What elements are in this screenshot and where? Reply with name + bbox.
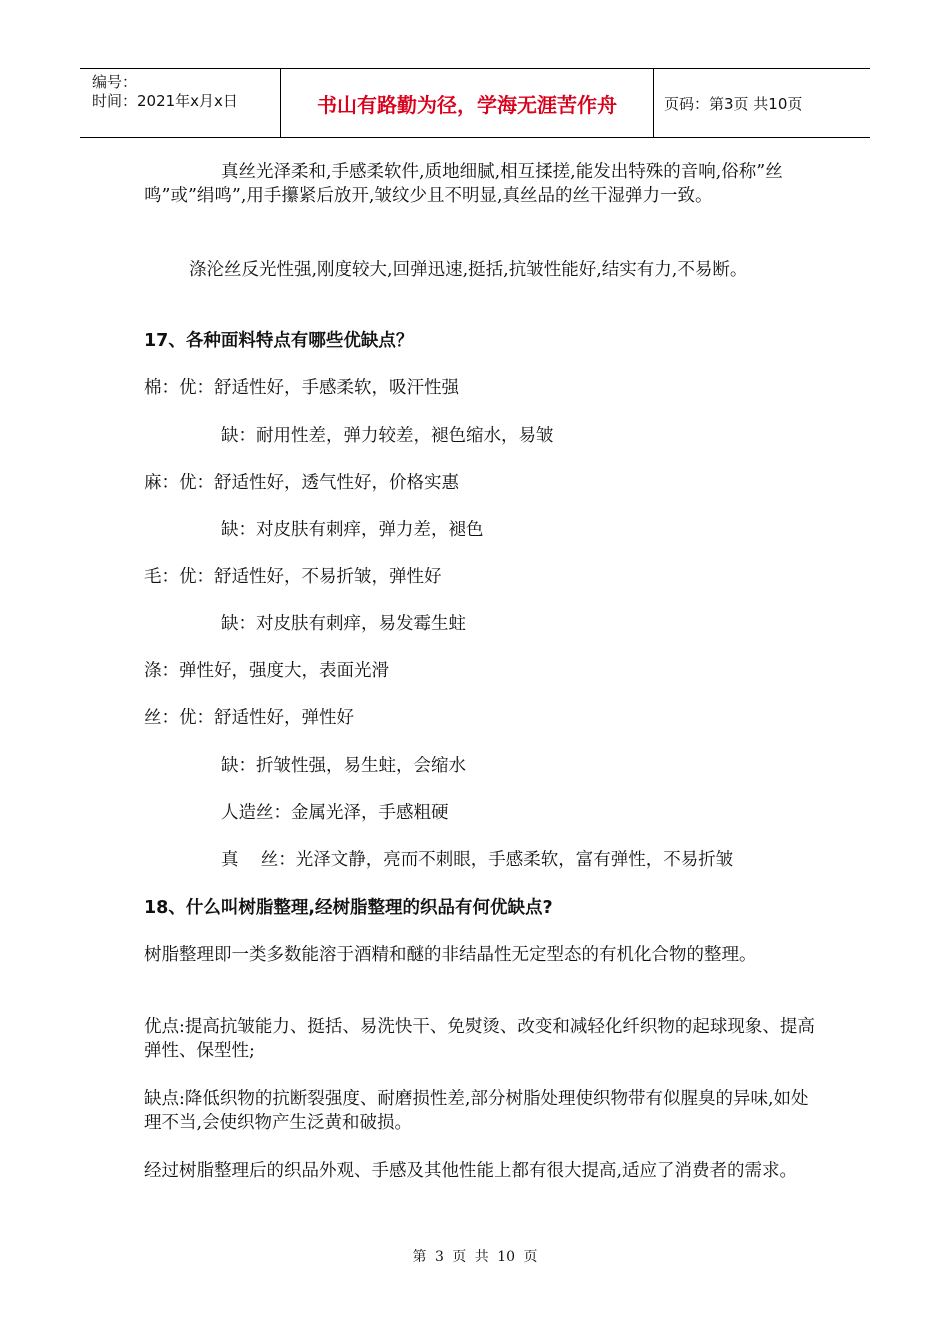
header-motto: 书山有路勤为径，学海无涯苦作舟 [281,69,654,137]
page-footer: 第 3 页 共 10 页 [412,1249,538,1265]
question-18: 18、什么叫树脂整理,经树脂整理的织品有何优缺点? [144,898,553,918]
wool-cons: 缺：对皮肤有刺痒，易发霉生蛀 [221,614,466,634]
wool-pros: 毛：优：舒适性好，不易折皱，弹性好 [144,567,442,587]
linen-cons: 缺：对皮肤有刺痒，弹力差，褪色 [221,520,484,540]
number-label: 编号： [92,73,138,91]
silk-cons: 缺：折皱性强，易生蛀，会缩水 [221,756,466,776]
time-label: 时间：2021年x月x日 [92,92,238,110]
resin-definition: 树脂整理即一类多数能溶于酒精和醚的非结晶性无定型态的有机化合物的整理。 [144,945,757,965]
silk-description: 真丝光泽柔和,手感柔软件,质地细腻,相互揉搓,能发出特殊的音响,俗称”丝鸣”或”绢鸣”,用手攥紧后放开,皱纹少且不明显,真丝品的丝干湿弹力一致。 [144,162,783,206]
linen-pros: 麻：优：舒适性好，透气性好，价格实惠 [144,473,459,493]
resin-disadvantages: 缺点:降低织物的抗断裂强度、耐磨损性差,部分树脂处理使织物带有似腥臭的异味,如处理不当,会使织物产生泛黄和破损。 [144,1089,809,1133]
rayon-features: 人造丝：金属光泽，手感粗硬 [221,803,449,823]
cotton-cons: 缺：耐用性差，弹力较差，褪色缩水，易皱 [221,426,554,446]
header-meta [80,69,281,137]
cotton-pros: 棉：优：舒适性好，手感柔软，吸汗性强 [144,378,459,398]
polyester-features: 涤：弹性好，强度大，表面光滑 [144,661,389,681]
polyester-description: 涤沦丝反光性强,刚度较大,回弹迅速,挺括,抗皱性能好,结实有力,不易断。 [189,260,748,280]
real-silk-features: 真 丝：光泽文静，亮而不刺眼，手感柔软，富有弹性，不易折皱 [221,850,734,870]
header-page-info: 页码：第3页 共10页 [664,94,803,113]
question-17: 17、各种面料特点有哪些优缺点？ [144,331,414,351]
silk-pros: 丝：优：舒适性好，弹性好 [144,708,354,728]
resin-advantages: 优点:提高抗皱能力、挺括、易洗快干、免熨烫、改变和减轻化纤织物的起球现象、提高弹性、保型性; [144,1017,815,1061]
page-header [80,68,870,138]
resin-summary: 经过树脂整理后的织品外观、手感及其他性能上都有很大提高,适应了消费者的需求。 [144,1161,798,1181]
